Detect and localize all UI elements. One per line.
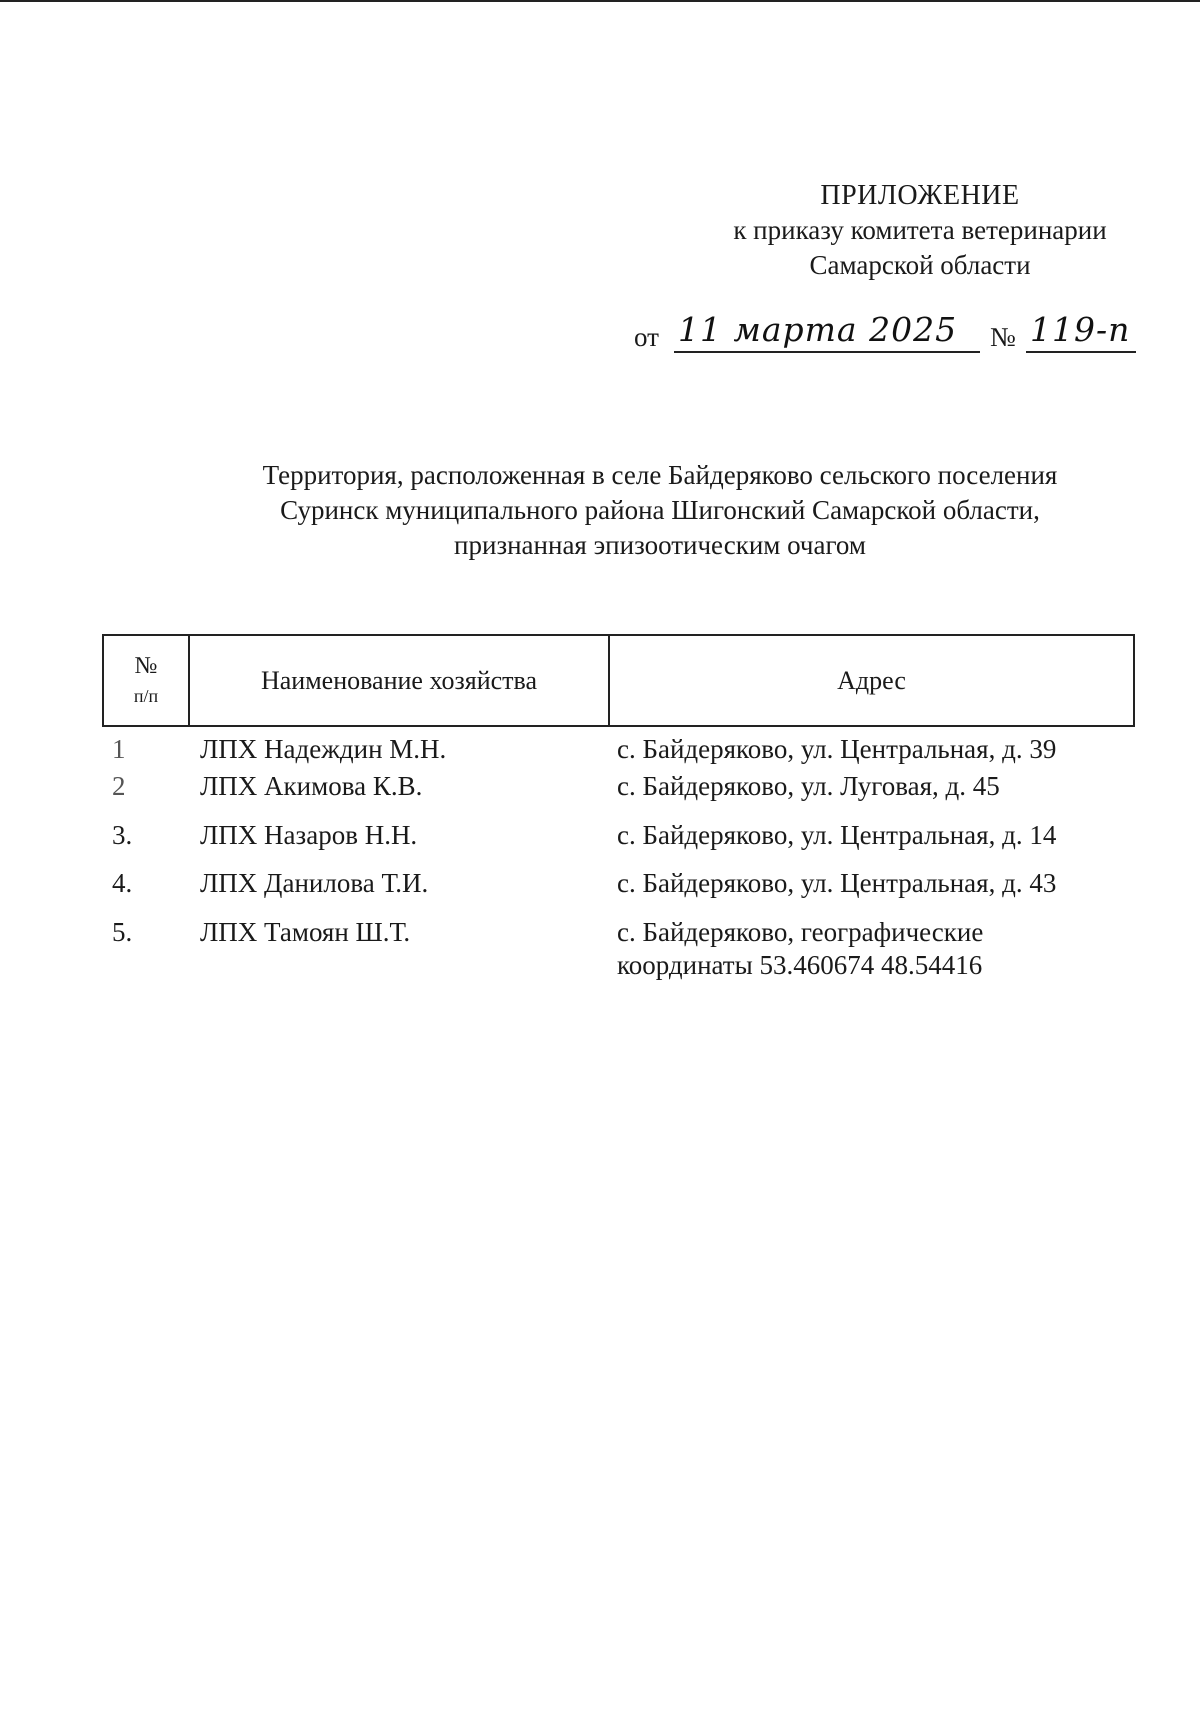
row-address: с. Байдеряково, ул. Центральная, д. 43 bbox=[617, 868, 1057, 898]
row-number: 5. bbox=[112, 917, 133, 947]
row-farm-name: ЛПХ Акимова К.В. bbox=[200, 771, 423, 801]
row-farm-name: ЛПХ Назаров Н.Н. bbox=[200, 820, 418, 850]
header-number-label: № bbox=[134, 652, 158, 679]
row-farm-name: ЛПХ Данилова Т.И. bbox=[200, 868, 429, 898]
row-address-line-2: координаты 53.460674 48.54416 bbox=[617, 950, 983, 980]
order-date-handwritten: 11 марта 2025 bbox=[678, 310, 958, 349]
row-farm-name: ЛПХ Надеждин М.Н. bbox=[200, 734, 447, 764]
order-number-label: № bbox=[990, 322, 1016, 352]
row-address: с. Байдеряково, ул. Центральная, д. 14 bbox=[617, 820, 1057, 850]
heading-line-2: Суринск муниципального района Шигонский Самарской области, bbox=[280, 495, 1040, 525]
header-cell-number bbox=[104, 636, 190, 725]
document-heading bbox=[200, 458, 1120, 563]
appendix-header bbox=[700, 178, 1140, 283]
row-number: 1 bbox=[112, 734, 126, 764]
appendix-line-2: Самарской области bbox=[809, 250, 1031, 280]
appendix-title: ПРИЛОЖЕНИЕ bbox=[820, 180, 1020, 211]
row-address: с. Байдеряково, ул. Луговая, д. 45 bbox=[617, 771, 1000, 801]
order-reference bbox=[634, 310, 1134, 360]
row-number: 4. bbox=[112, 868, 133, 898]
heading-line-3: признанная эпизоотическим очагом bbox=[454, 530, 866, 560]
scan-border-line bbox=[0, 0, 1200, 2]
heading-line-1: Территория, расположенная в селе Байдеряково сельского поселения bbox=[262, 460, 1058, 490]
appendix-line-1: к приказу комитета ветеринарии bbox=[733, 215, 1107, 245]
row-number: 3. bbox=[112, 820, 133, 850]
order-number-handwritten: 119-п bbox=[1030, 310, 1131, 349]
header-number-sub: п/п bbox=[133, 685, 159, 706]
row-address-line-1: с. Байдеряково, географические bbox=[617, 917, 984, 947]
row-farm-name: ЛПХ Тамоян Ш.Т. bbox=[200, 917, 411, 947]
number-underline bbox=[1026, 351, 1136, 353]
row-address: с. Байдеряково, ул. Центральная, д. 39 bbox=[617, 734, 1057, 764]
row-address bbox=[617, 916, 1137, 982]
header-cell-name: Наименование хозяйства bbox=[190, 636, 610, 725]
date-underline bbox=[674, 351, 980, 353]
order-from-label: от bbox=[634, 322, 659, 352]
header-cell-address: Адрес bbox=[837, 665, 906, 695]
table-header bbox=[102, 634, 1135, 727]
row-number: 2 bbox=[112, 771, 126, 801]
